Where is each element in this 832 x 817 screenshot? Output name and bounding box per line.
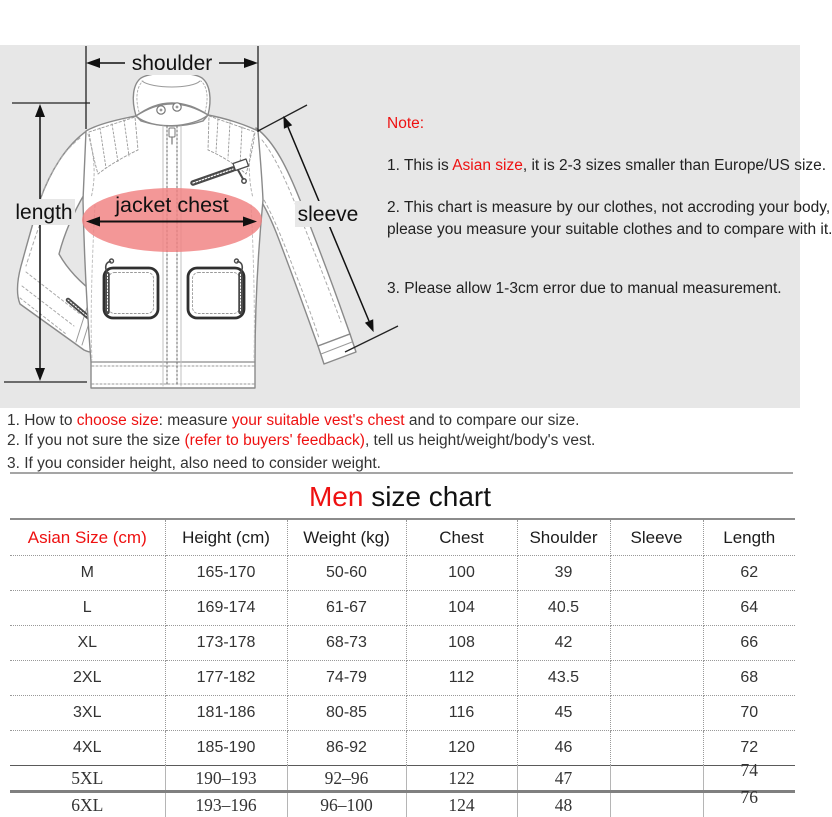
- cell-chest: 116: [406, 696, 517, 731]
- jacket-chest-label: jacket chest: [114, 193, 229, 217]
- chart-title: [0, 481, 800, 513]
- cell-shoulder: 45: [517, 696, 610, 731]
- jacket-measurement-diagram: [0, 45, 400, 408]
- cell-weight: 80-85: [287, 696, 406, 731]
- cell-length: 76: [703, 792, 795, 817]
- chest-highlight: [82, 188, 262, 252]
- header-weight: Weight (kg): [287, 519, 406, 556]
- header-height: Height (cm): [165, 519, 287, 556]
- cell-sleeve: [610, 661, 703, 696]
- jacket-right-pocket: [188, 259, 244, 318]
- cell-size: M: [10, 556, 165, 591]
- header-chest: Chest: [406, 519, 517, 556]
- cell-length: 64: [703, 591, 795, 626]
- cell-size: 4XL: [10, 731, 165, 766]
- cell-shoulder: 46: [517, 731, 610, 766]
- cell-weight: 96–100: [287, 792, 406, 817]
- cell-height: 169-174: [165, 591, 287, 626]
- cell-length: 70: [703, 696, 795, 731]
- table-row: [10, 591, 795, 626]
- cell-size: 5XL: [10, 766, 165, 792]
- tip-1: 1. How to choose size: measure your suitable vest's chest and to compare our size.: [7, 412, 579, 430]
- cell-chest: 120: [406, 731, 517, 766]
- sleeve-label: sleeve: [298, 203, 359, 226]
- cell-weight: 68-73: [287, 626, 406, 661]
- cell-shoulder: 43.5: [517, 661, 610, 696]
- cell-size: XL: [10, 626, 165, 661]
- header-shoulder: Shoulder: [517, 519, 610, 556]
- cell-height: 193–196: [165, 792, 287, 817]
- cell-shoulder: 39: [517, 556, 610, 591]
- header-asian-size: Asian Size (cm): [10, 519, 165, 556]
- cell-sleeve: [610, 591, 703, 626]
- cell-chest: 108: [406, 626, 517, 661]
- cell-height: 173-178: [165, 626, 287, 661]
- cell-weight: 61-67: [287, 591, 406, 626]
- cell-size: 2XL: [10, 661, 165, 696]
- note-heading: Note:: [387, 115, 424, 133]
- chart-title-rest: size chart: [363, 481, 491, 512]
- cell-chest: 104: [406, 591, 517, 626]
- cell-length: 68: [703, 661, 795, 696]
- table-row: [10, 766, 795, 792]
- cell-height: 165-170: [165, 556, 287, 591]
- table-header-row: [10, 519, 795, 556]
- note-item-2: 2. This chart is measure by our clothes, not accroding your body, please you measure your suitable clothes and to compare with it.: [387, 197, 832, 241]
- jacket-left-pocket: [104, 259, 158, 318]
- cell-height: 185-190: [165, 731, 287, 766]
- table-row: [10, 556, 795, 591]
- cell-height: 177-182: [165, 661, 287, 696]
- jacket-right-sleeve: [256, 128, 356, 364]
- note-item-3: 3. Please allow 1-3cm error due to manual measurement.: [387, 280, 782, 298]
- cell-sleeve: [610, 696, 703, 731]
- horizontal-divider: [10, 472, 793, 474]
- tip-2: 2. If you not sure the size (refer to buyers' feedback), tell us height/weight/body's vest.: [7, 432, 595, 450]
- table-row: [10, 731, 795, 766]
- length-label: length: [15, 201, 72, 224]
- note-item-1: 1. This is Asian size, it is 2-3 sizes smaller than Europe/US size.: [387, 157, 826, 175]
- men-size-table: [10, 518, 795, 817]
- header-length: Length: [703, 519, 795, 556]
- cell-sleeve: [610, 556, 703, 591]
- cell-shoulder: 42: [517, 626, 610, 661]
- jacket-collar: [133, 73, 210, 126]
- cell-shoulder: 47: [517, 766, 610, 792]
- cell-chest: 100: [406, 556, 517, 591]
- cell-sleeve: [610, 766, 703, 792]
- header-sleeve: Sleeve: [610, 519, 703, 556]
- chart-title-men: Men: [309, 481, 363, 512]
- cell-sleeve: [610, 626, 703, 661]
- cell-size: 3XL: [10, 696, 165, 731]
- cell-shoulder: 40.5: [517, 591, 610, 626]
- table-row: [10, 696, 795, 731]
- table-row: [10, 792, 795, 817]
- table-row: [10, 661, 795, 696]
- cell-weight: 50-60: [287, 556, 406, 591]
- cell-size: L: [10, 591, 165, 626]
- asian-size-highlight: Asian size: [452, 157, 523, 174]
- cell-sleeve: [610, 731, 703, 766]
- cell-size: 6XL: [10, 792, 165, 817]
- cell-height: 190–193: [165, 766, 287, 792]
- cell-chest: 112: [406, 661, 517, 696]
- table-row: [10, 626, 795, 661]
- cell-sleeve: [610, 792, 703, 817]
- cell-weight: 74-79: [287, 661, 406, 696]
- cell-length: 66: [703, 626, 795, 661]
- tip-3: 3. If you consider height, also need to consider weight.: [7, 455, 381, 473]
- shoulder-label: shoulder: [132, 52, 213, 75]
- cell-length: 72: [703, 731, 795, 766]
- cell-shoulder: 48: [517, 792, 610, 817]
- cell-weight: 92–96: [287, 766, 406, 792]
- cell-length: 74: [703, 766, 795, 792]
- cell-chest: 124: [406, 792, 517, 817]
- cell-chest: 122: [406, 766, 517, 792]
- cell-weight: 86-92: [287, 731, 406, 766]
- cell-length: 62: [703, 556, 795, 591]
- cell-height: 181-186: [165, 696, 287, 731]
